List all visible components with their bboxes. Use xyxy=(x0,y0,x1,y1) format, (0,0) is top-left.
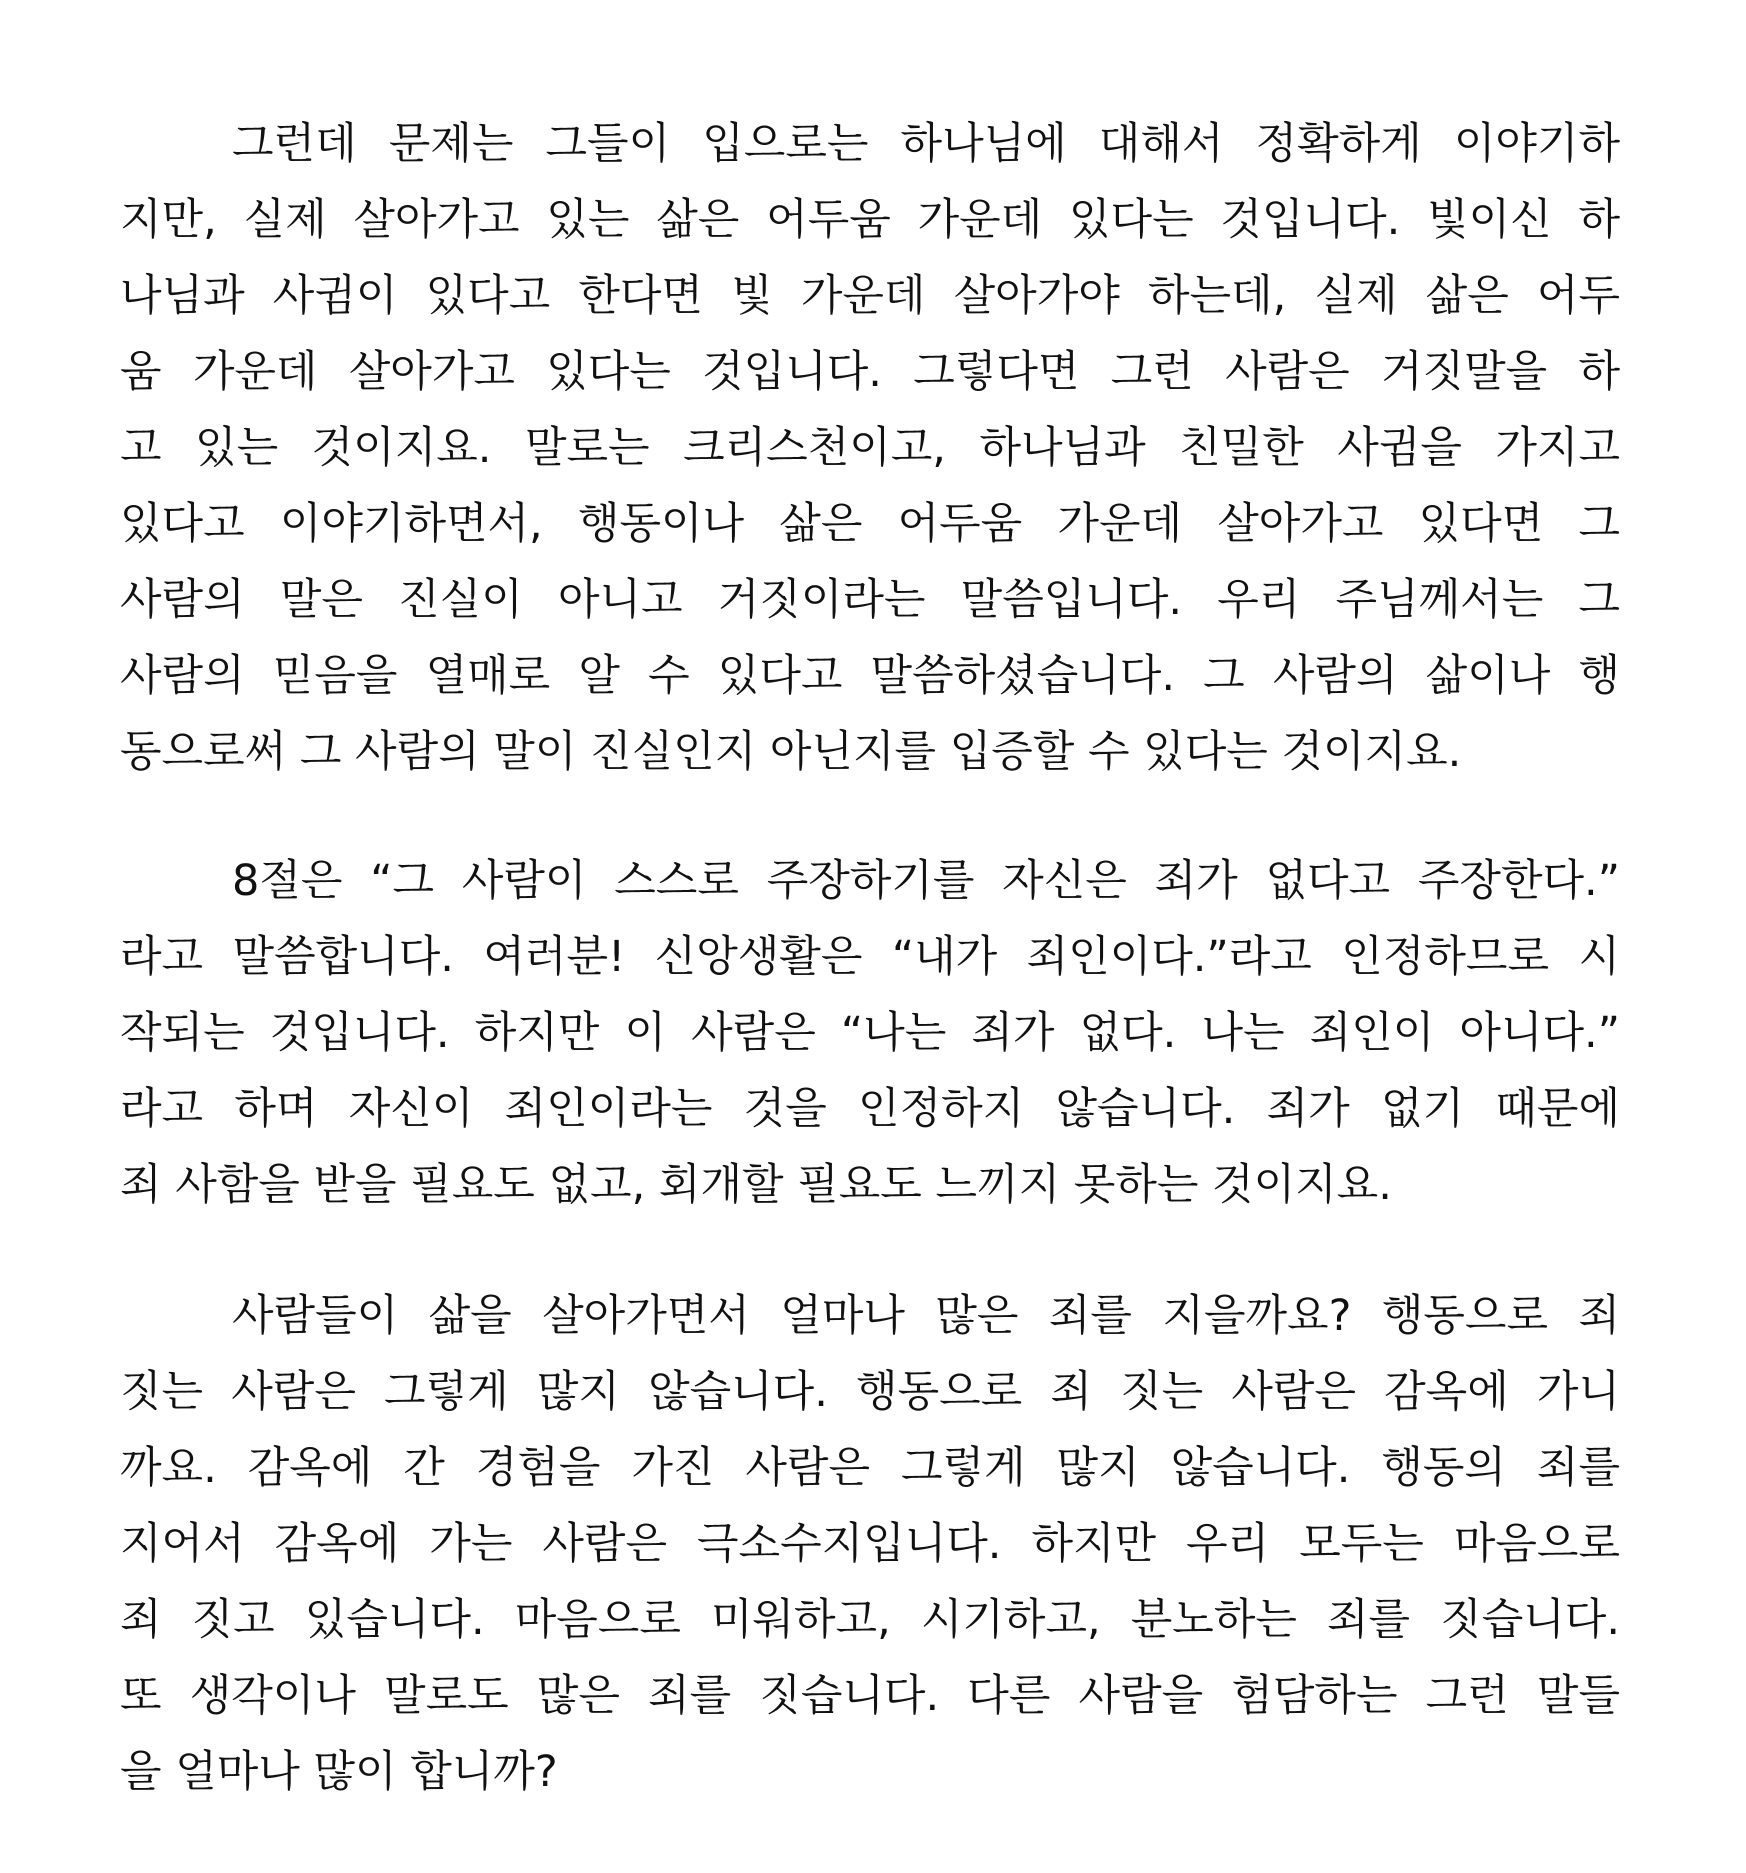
paragraph-2 xyxy=(120,843,1620,1223)
paragraph-line: 죄 사함을 받을 필요도 없고, 회개할 필요도 느끼지 못하는 것이지요. xyxy=(120,1160,1392,1210)
paragraph-line: 동으로써 그 사람의 말이 진실인지 아닌지를 입증할 수 있다는 것이지요. xyxy=(120,727,1462,777)
paragraph-line: 짓는 사람은 그렇게 많지 않습니다. 행동으로 죄 짓는 사람은 감옥에 가니 xyxy=(120,1367,1620,1417)
paragraph-line: 나님과 사귐이 있다고 한다면 빛 가운데 살아가야 하는데, 실제 삶은 어두 xyxy=(120,271,1620,321)
paragraph-line: 움 가운데 살아가고 있다는 것입니다. 그렇다면 그런 사람은 거짓말을 하 xyxy=(120,347,1620,397)
paragraph-line: 지어서 감옥에 가는 사람은 극소수지입니다. 하지만 우리 모두는 마음으로 xyxy=(120,1519,1620,1569)
paragraph-line: 라고 하며 자신이 죄인이라는 것을 인정하지 않습니다. 죄가 없기 때문에 xyxy=(120,1084,1620,1134)
paragraph-line: 있다고 이야기하면서, 행동이나 삶은 어두움 가운데 살아가고 있다면 그 xyxy=(120,499,1620,549)
paragraph-line: 작되는 것입니다. 하지만 이 사람은 “나는 죄가 없다. 나는 죄인이 아니다.” xyxy=(120,1008,1620,1058)
paragraph-line: 을 얼마나 많이 합니까? xyxy=(120,1747,558,1797)
paragraph-line: 고 있는 것이지요. 말로는 크리스천이고, 하나님과 친밀한 사귐을 가지고 xyxy=(120,423,1620,473)
paragraph-line: 사람의 말은 진실이 아니고 거짓이라는 말씀입니다. 우리 주님께서는 그 xyxy=(120,575,1620,625)
paragraph-line: 지만, 실제 살아가고 있는 삶은 어두움 가운데 있다는 것입니다. 빛이신 하 xyxy=(120,195,1620,245)
paragraph-line: 또 생각이나 말로도 많은 죄를 짓습니다. 다른 사람을 험담하는 그런 말들 xyxy=(120,1671,1620,1721)
paragraph-line: 그런데 문제는 그들이 입으로는 하나님에 대해서 정확하게 이야기하 xyxy=(232,119,1620,169)
paragraph-line: 사람의 믿음을 열매로 알 수 있다고 말씀하셨습니다. 그 사람의 삶이나 행 xyxy=(120,651,1620,701)
paragraph-line: 8절은 “그 사람이 스스로 주장하기를 자신은 죄가 없다고 주장한다.” xyxy=(232,856,1620,906)
paragraph-line: 까요. 감옥에 간 경험을 가진 사람은 그렇게 많지 않습니다. 행동의 죄를 xyxy=(120,1443,1620,1493)
paragraph-3 xyxy=(120,1278,1620,1810)
paragraph-line: 사람들이 삶을 살아가면서 얼마나 많은 죄를 지을까요? 행동으로 죄 xyxy=(232,1291,1620,1341)
paragraph-1 xyxy=(120,106,1620,790)
paragraph-line: 죄 짓고 있습니다. 마음으로 미워하고, 시기하고, 분노하는 죄를 짓습니다. xyxy=(120,1595,1620,1645)
paragraph-line: 라고 말씀합니다. 여러분! 신앙생활은 “내가 죄인이다.”라고 인정하므로 시 xyxy=(120,932,1620,982)
